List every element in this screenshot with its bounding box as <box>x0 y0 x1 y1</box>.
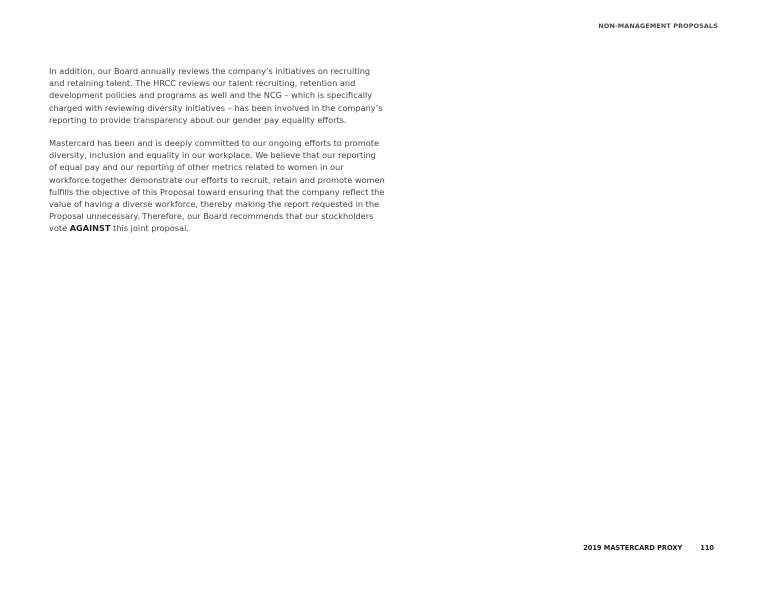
page-body <box>49 65 385 246</box>
vote-against-emphasis: AGAINST <box>69 223 111 234</box>
page-footer <box>583 544 714 552</box>
page-number: 110 <box>700 544 714 552</box>
paragraph-commitment-text: Mastercard has been and is deeply committed to our ongoing efforts to promote diversity, inclusion and equality in our workplace. We believe that our reporting of equal pay and our reporting of other metrics related to women in our workforce together demonstrate our efforts to recruit, retain and promote women fulfills the objective of this Proposal toward ensuring that the company reflect the value of having a diverse workforce, thereby making the report requested in the Proposal unnecessary. Therefore, our Board recommends that our stockholders vote <box>49 138 385 234</box>
paragraph-commitment-end: this joint proposal. <box>110 223 189 234</box>
footer-document-title: 2019 MASTERCARD PROXY <box>583 544 683 552</box>
section-header: NON-MANAGEMENT PROPOSALS <box>598 22 718 30</box>
paragraph-commitment <box>49 137 385 235</box>
paragraph-board-review: In addition, our Board annually reviews the company’s initiatives on recruiting and retaining talent. The HRCC reviews our talent recruiting, retention and development policies and programs as well and the NCG – which is specifically charged with reviewing diversity initiatives – has been involved in the company’s reporting to provide transparency about our gender pay equality efforts. <box>49 66 383 125</box>
